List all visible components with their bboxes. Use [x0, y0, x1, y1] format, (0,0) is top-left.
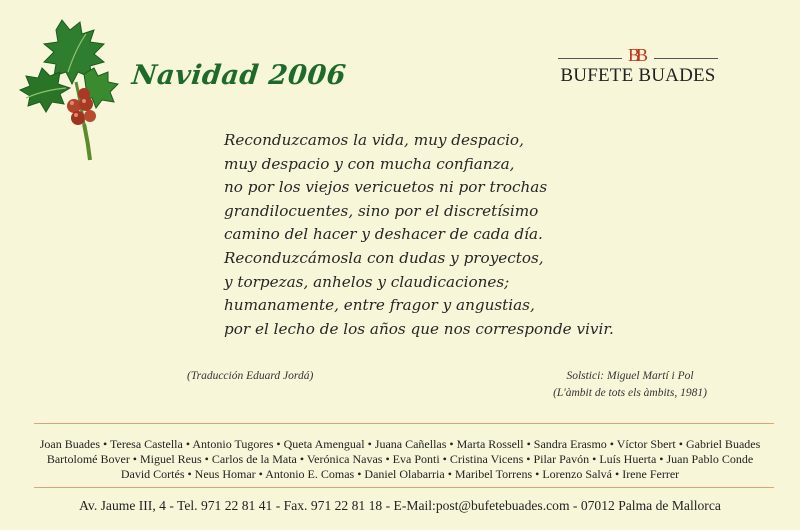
staff-line: David Cortés • Neus Homar • Antonio E. Comas • Daniel Olabarria • Maribel Torrens • Lorenzo Salvá • Irene Ferrer [120, 467, 680, 481]
poem-line: muy despacio y con mucha confianza, [224, 154, 515, 173]
poem-line: por el lecho de los años que nos corresponde vivir. [224, 319, 614, 338]
poem-line: Reconduzcamos la vida, muy despacio, [224, 131, 524, 149]
greeting-title: Navidad 2006 [130, 60, 348, 91]
poem-source-book: (L'àmbit de tots els àmbits, 1981) [553, 387, 707, 399]
poem-line: humanamente, entre fragor y angustias, [224, 296, 535, 315]
staff-line: Bartolomé Bover • Miguel Reus • Carlos de la Mata • Verónica Navas • Eva Ponti • Cristina Vicens • Pilar Pavón • Luís Huerta • Juan Pablo Conde [46, 452, 754, 466]
logo-monogram: BB [627, 45, 644, 65]
poem-source-author: Solstici: Miguel Martí i Pol [566, 370, 694, 382]
divider-top [34, 423, 774, 424]
poem-line: grandilocuentes, sino por el discretísimo [224, 201, 539, 220]
logo-rule-right [654, 58, 718, 59]
logo-mark [548, 46, 728, 64]
staff-names [30, 437, 770, 482]
logo-rule-left [558, 58, 622, 59]
poem-line: Reconduzcámosla con dudas y proyectos, [224, 248, 544, 267]
poem [224, 129, 624, 341]
poem-line: no por los viejos vericuetos ni por trochas [224, 178, 548, 197]
contact-info: Av. Jaume III, 4 - Tel. 971 22 81 41 - Fax. 971 22 81 18 - E-Mail:post@bufetebuades.com - 07012 Palma de Mallorca [79, 498, 721, 513]
poem-line: y torpezas, anhelos y claudicaciones; [224, 272, 510, 291]
firm-name: BUFETE BUADES [560, 65, 716, 86]
poem-source [540, 368, 720, 402]
firm-logo [548, 46, 728, 87]
poem-line: camino del hacer y deshacer de cada día. [224, 225, 543, 244]
translation-credit: (Traducción Eduard Jordá) [187, 370, 314, 382]
staff-line: Joan Buades • Teresa Castella • Antonio Tugores • Queta Amengual • Juana Cañellas • Marta Rossell • Sandra Erasmo • Víctor Sbert • Gabriel Buades [39, 437, 761, 451]
divider-bottom [34, 487, 774, 488]
holly-sprig-illustration [14, 14, 124, 164]
